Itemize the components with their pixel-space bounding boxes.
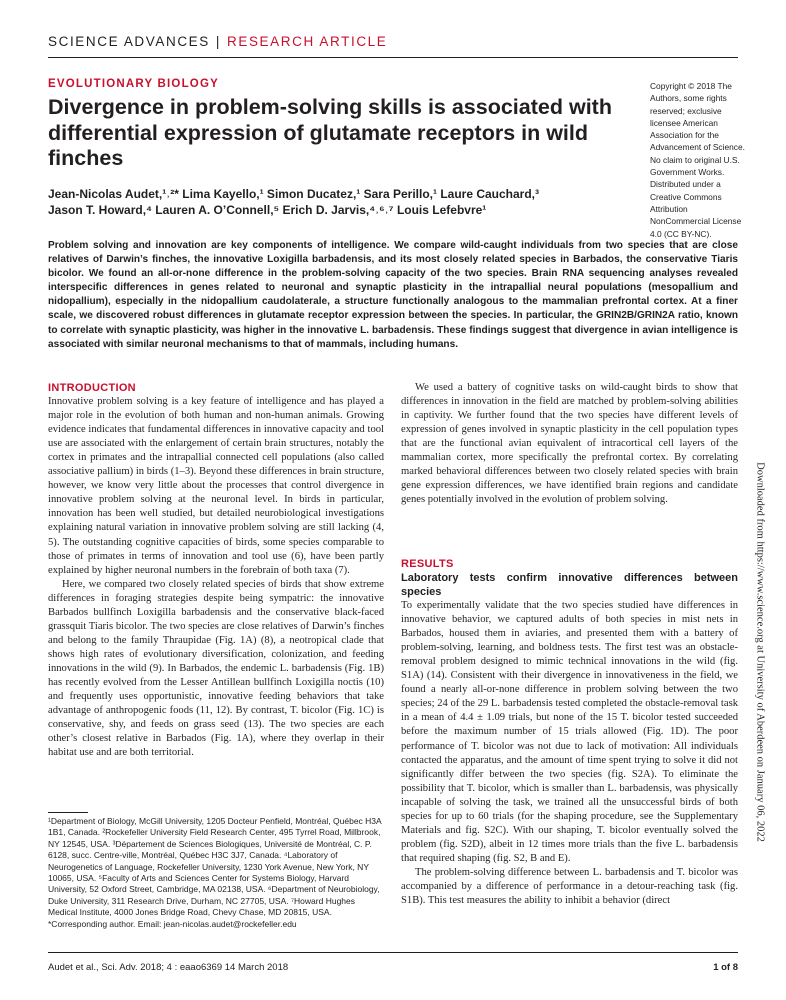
download-note-text: Downloaded from https://www.science.org at University of Aberdeen on January 06, 2022 [754, 462, 766, 842]
footer-citation: Audet et al., Sci. Adv. 2018; 4 : eaao6369 14 March 2018 [48, 962, 289, 973]
intro-paragraph-2: Here, we compared two closely related species of birds that show extreme differences in foraging strategies despite being sympatric: the innovative Barbados bullfinch Loxigilla barbadensis and the conservative black-faced grassquit Tiaris bicolor. The two species are close relatives of Darwin’s finches and belong to the family Thraupidae (Fig. 1A) (8), a neotropical clade that shows high rates of evolutionary diversification, colonization, and feeding innovations in the wild (9). In Barbados, the endemic L. barbadensis (Fig. 1B) has recently evolved from the Lesser Antillean bullfinch Loxigilla noctis (10) and frequently uses opportunistic, innovative feeding behaviors that take advantage of anthropogenic foods (11, 12). By contrast, T. bicolor (Fig. 1C) is conservative, shy, and feeds on grass seed (13). The two species are each other’s closest relative in Barbados (Fig. 1A), where they overlap in their habitat use and are both territorial. [48, 578, 384, 759]
left-column [48, 381, 384, 760]
page-number: 1 of 8 [713, 962, 738, 973]
journal-name: SCIENCE ADVANCES [48, 34, 210, 49]
article-title: Divergence in problem-solving skills is associated with differential expression of glutamate receptors in wild finches [48, 95, 612, 170]
results-heading: RESULTS [401, 558, 454, 570]
author-line-1: Jean-Nicolas Audet,¹˒²* Lima Kayello,¹ Simon Ducatez,¹ Sara Perillo,¹ Laure Cauchard,³ [48, 187, 540, 201]
abstract: Problem solving and innovation are key components of intelligence. We compare wild-caught individuals from two species that are close relatives of Darwin’s finches, the innovative Loxigilla barbadensis, and its most closely related species in Barbados, the conservative Tiaris bicolor. We found an all-or-none difference in the problem-solving capacity of the two species. Brain RNA sequencing analyses revealed interspecific differences in genes related to neuronal and synaptic plasticity in the intrapallial neural populations (mesopallium and nidopallium), especially in the nidopallium caudolaterale, a structure functionally analogous to the mammalian prefrontal cortex. At a finer scale, we discovered robust differences in glutamate receptor expression between the species. In particular, the GRIN2B/GRIN2A ratio, known to correlate with synaptic plasticity, was higher in the innovative L. barbadensis. These findings suggest that divergence in avian intelligence is associated with similar neuronal mechanisms to that of mammals, including humans. [48, 240, 738, 350]
introduction-heading: INTRODUCTION [48, 382, 136, 394]
download-note [752, 392, 768, 912]
copyright-notice: Copyright © 2018 The Authors, some rights reserved; exclusive licensee American Association for the Advancement of Science. No claim to original U.S. Government Works. Distributed under a Creative Commons Attribution NonCommercial License 4.0 (CC BY-NC). [650, 81, 745, 239]
right-column [401, 381, 738, 507]
results-paragraph-1: To experimentally validate that the two species studied have differences in innovative behavior, we captured adults of both species in mist nets in Barbados, housed them in aviaries, and presented them with a battery of problem-solving, learning, and boldness tests. The first test was an obstacle-removal problem designed to mimic technical innovations in the wild (fig. S1A) (14). Consistent with their divergence in innovativeness in the field, we found a nearly all-or-none difference in problem solving between the two species; 24 of the 29 L. barbadensis tested completed the obstacle-removal task in a mean of 4.4 ± 1.09 trials, but none of the 15 T. bicolor tested succeeded before the maximum number of 15 trials allowed (Fig. 1D). The poor performance of T. bicolor was not due to lack of motivation: All individuals contacted the apparatus, and the amount of time spent trying to solve it did not significantly differ between the two species (fig. S2A). To eliminate the possibility that T. bicolor, which is smaller than L. barbadensis, was physically incapable of solving the task, we trained all the unsuccessful birds of both species for up to 60 trials (for the shaping procedure, see the Supplementary Materials and fig. S2C). With our shaping, T. bicolor eventually solved the problem (fig. S2D), albeit in 12 times more trials than the five L. barbadensis that required shaping (fig. S2, B and E). [401, 600, 738, 864]
footer-rule [48, 952, 738, 953]
header-rule [48, 57, 738, 58]
article-type: RESEARCH ARTICLE [227, 34, 388, 49]
results-subheading: Laboratory tests confirm innovative differences between species [401, 572, 738, 599]
results-section [401, 557, 738, 908]
intro-paragraph-3: We used a battery of cognitive tasks on wild-caught birds to show that differences in innovation in the field are matched by problem-solving abilities in captivity. We further found that the two species have different levels of expression of genes involved in synaptic plasticity in the cell population types that are the functional avian equivalent of intracortical cell layers of the mammalian cortex, more specifically the prefrontal cortex. By correlating marked behavioral differences between two closely related species with brain gene expression differences, we have identified brain regions and candidate genes potentially involved in the evolution of problem solving. [401, 382, 738, 506]
footnote-rule [48, 812, 88, 813]
author-line-2: Jason T. Howard,⁴ Lauren A. O’Connell,⁵ Erich D. Jarvis,⁴˒⁶˒⁷ Louis Lefebvre¹ [48, 203, 487, 217]
header-separator: | [215, 34, 221, 49]
results-paragraph-2: The problem-solving difference between L. barbadensis and T. bicolor was accompanied by a difference of performance in a detour-reaching task (fig. S1B). This test measures the ability to inhibit a behavior (direct [401, 866, 738, 907]
affiliation-footnotes: ¹Department of Biology, McGill University, 1205 Docteur Penfield, Montréal, Québec H3A 1B1, Canada. ²Rockefeller University Field Research Center, 495 Tyrrel Road, Millbrook, NY 12545, USA. ³Département de Sciences Biologiques, Université de Montréal, C. P. 6128, succ. Centre-ville, Montréal, Québec H3C 3J7, Canada. ⁴Laboratory of Neurogenetics of Language, Rockefeller University, 1230 York Avenue, New York, NY 10065, USA. ⁵Faculty of Arts and Sciences Center for Systems Biology, Harvard University, 52 Oxford Street, Cambridge, MA 02138, USA. ⁶Department of Neurobiology, Duke University, 311 Research Drive, Durham, NC 27705, USA. ⁷Howard Hughes Medical Institute, 4000 Jones Bridge Road, Chevy Chase, MD 20815, USA. *Corresponding author. Email: jean-nicolas.audet@rockefeller.edu [48, 816, 382, 929]
running-head [48, 34, 387, 49]
section-tag: EVOLUTIONARY BIOLOGY [48, 78, 219, 90]
author-list [48, 186, 618, 218]
intro-paragraph-1: Innovative problem solving is a key feature of intelligence and has played a major role in the evolution of both human and non-human animals. Growing evidence indicates that fundamental differences in innovative capacity and tool use are associated with the enlargement of certain brain structures, notably the cortex in primates and the intrapallial connected cell populations (also called associative pallium) in birds (1–3). Beyond these differences in brain structure, however, we know very little about the processes that control divergence in innovative problem solving at the neuronal level. In birds in particular, innovation has been well studied, but detailed neurobiological investigations explaining natural variation in innovative problem solving are still lacking (4, 5). The outstanding cognitive capacities of birds, some species comparable to those of primates in terms of innovation and tool use (6), have been partly explained by higher neuronal numbers in the forebrain of both taxa (7). [48, 396, 384, 576]
